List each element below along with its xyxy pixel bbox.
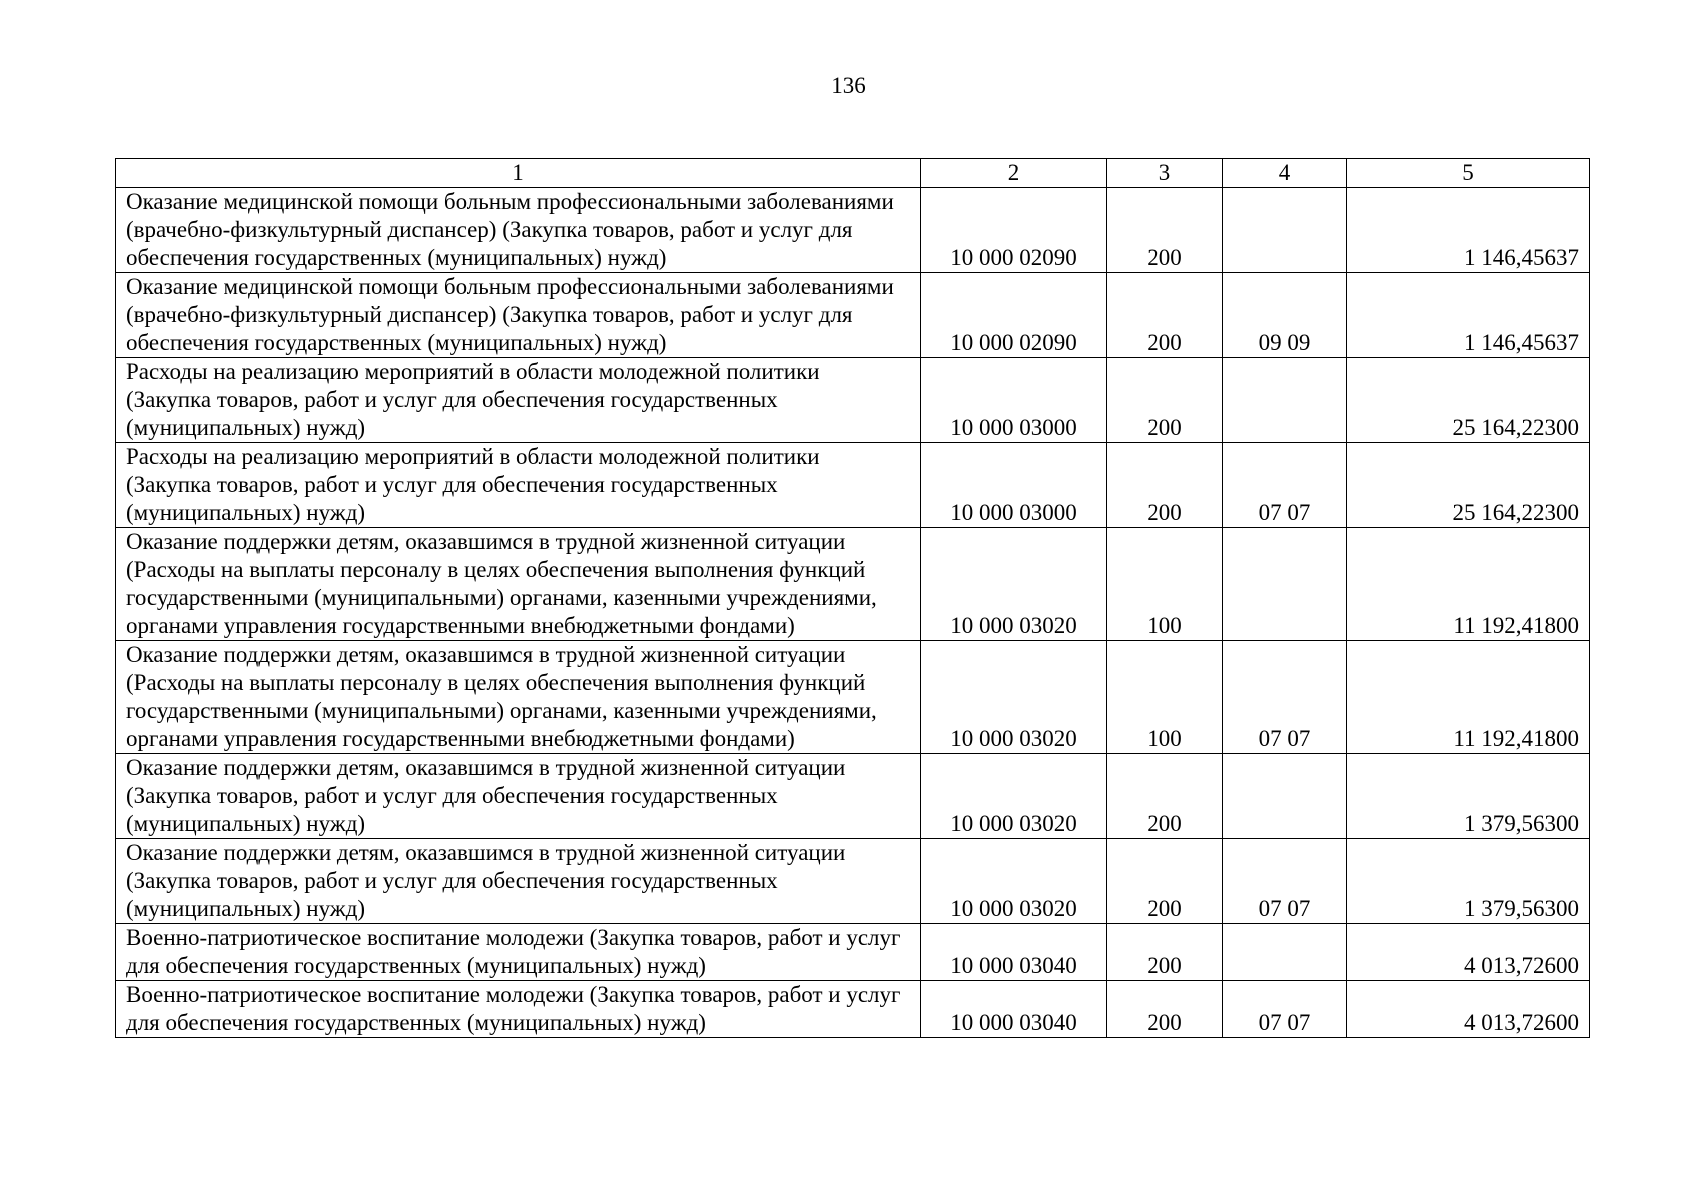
row-expense-type: 100 [1107, 528, 1223, 641]
column-header-5: 5 [1347, 159, 1590, 188]
row-description: Оказание поддержки детям, оказавшимся в трудной жизненной ситуации (Закупка товаров, работ и услуг для обеспечения государственных (муниципальных) нужд) [116, 754, 921, 839]
table-row [116, 273, 1590, 358]
row-amount: 1 146,45637 [1347, 188, 1590, 273]
row-expense-type: 200 [1107, 443, 1223, 528]
table-row [116, 839, 1590, 924]
row-section [1223, 358, 1347, 443]
header-row [116, 159, 1590, 188]
column-header-1: 1 [116, 159, 921, 188]
table-row [116, 754, 1590, 839]
budget-table [115, 158, 1590, 1038]
row-target-code: 10 000 03020 [921, 754, 1107, 839]
row-target-code: 10 000 03000 [921, 358, 1107, 443]
row-description: Расходы на реализацию мероприятий в области молодежной политики (Закупка товаров, работ и услуг для обеспечения государственных (муниципальных) нужд) [116, 358, 921, 443]
column-header-3: 3 [1107, 159, 1223, 188]
row-section: 07 07 [1223, 641, 1347, 754]
row-amount: 11 192,41800 [1347, 641, 1590, 754]
row-amount: 4 013,72600 [1347, 924, 1590, 981]
row-expense-type: 200 [1107, 188, 1223, 273]
row-target-code: 10 000 03040 [921, 924, 1107, 981]
row-section: 07 07 [1223, 443, 1347, 528]
row-expense-type: 200 [1107, 839, 1223, 924]
table-row [116, 924, 1590, 981]
column-header-4: 4 [1223, 159, 1347, 188]
row-amount: 11 192,41800 [1347, 528, 1590, 641]
row-section [1223, 754, 1347, 839]
table-row [116, 358, 1590, 443]
row-description: Расходы на реализацию мероприятий в области молодежной политики (Закупка товаров, работ и услуг для обеспечения государственных (муниципальных) нужд) [116, 443, 921, 528]
row-target-code: 10 000 02090 [921, 188, 1107, 273]
row-target-code: 10 000 03020 [921, 839, 1107, 924]
page-number: 136 [831, 73, 866, 98]
row-target-code: 10 000 03020 [921, 641, 1107, 754]
row-expense-type: 100 [1107, 641, 1223, 754]
row-amount: 25 164,22300 [1347, 358, 1590, 443]
row-amount: 1 379,56300 [1347, 839, 1590, 924]
row-description: Оказание медицинской помощи больным профессиональными заболеваниями (врачебно-физкультурный диспансер) (Закупка товаров, работ и услуг для обеспечения государственных (муниципальных) нужд) [116, 273, 921, 358]
row-section [1223, 528, 1347, 641]
row-target-code: 10 000 03000 [921, 443, 1107, 528]
row-description: Оказание поддержки детям, оказавшимся в трудной жизненной ситуации (Закупка товаров, работ и услуг для обеспечения государственных (муниципальных) нужд) [116, 839, 921, 924]
row-section [1223, 924, 1347, 981]
column-header-2: 2 [921, 159, 1107, 188]
row-amount: 4 013,72600 [1347, 981, 1590, 1038]
table-row [116, 443, 1590, 528]
row-expense-type: 200 [1107, 924, 1223, 981]
row-amount: 1 379,56300 [1347, 754, 1590, 839]
row-target-code: 10 000 02090 [921, 273, 1107, 358]
row-description: Военно-патриотическое воспитание молодежи (Закупка товаров, работ и услуг для обеспечения государственных (муниципальных) нужд) [116, 924, 921, 981]
row-expense-type: 200 [1107, 754, 1223, 839]
table-row [116, 528, 1590, 641]
row-expense-type: 200 [1107, 981, 1223, 1038]
row-description: Оказание поддержки детям, оказавшимся в трудной жизненной ситуации (Расходы на выплаты персоналу в целях обеспечения выполнения функций государственными (муниципальными) органами, казенными учреждениями, органами управления государственными внебюджетными фондами) [116, 641, 921, 754]
row-description: Военно-патриотическое воспитание молодежи (Закупка товаров, работ и услуг для обеспечения государственных (муниципальных) нужд) [116, 981, 921, 1038]
table-row [116, 641, 1590, 754]
row-description: Оказание медицинской помощи больным профессиональными заболеваниями (врачебно-физкультурный диспансер) (Закупка товаров, работ и услуг для обеспечения государственных (муниципальных) нужд) [116, 188, 921, 273]
table-row [116, 981, 1590, 1038]
table-row [116, 188, 1590, 273]
row-section: 07 07 [1223, 839, 1347, 924]
row-target-code: 10 000 03020 [921, 528, 1107, 641]
row-section: 09 09 [1223, 273, 1347, 358]
row-amount: 1 146,45637 [1347, 273, 1590, 358]
row-target-code: 10 000 03040 [921, 981, 1107, 1038]
row-section: 07 07 [1223, 981, 1347, 1038]
row-description: Оказание поддержки детям, оказавшимся в трудной жизненной ситуации (Расходы на выплаты персоналу в целях обеспечения выполнения функций государственными (муниципальными) органами, казенными учреждениями, органами управления государственными внебюджетными фондами) [116, 528, 921, 641]
row-expense-type: 200 [1107, 358, 1223, 443]
row-amount: 25 164,22300 [1347, 443, 1590, 528]
row-section [1223, 188, 1347, 273]
row-expense-type: 200 [1107, 273, 1223, 358]
